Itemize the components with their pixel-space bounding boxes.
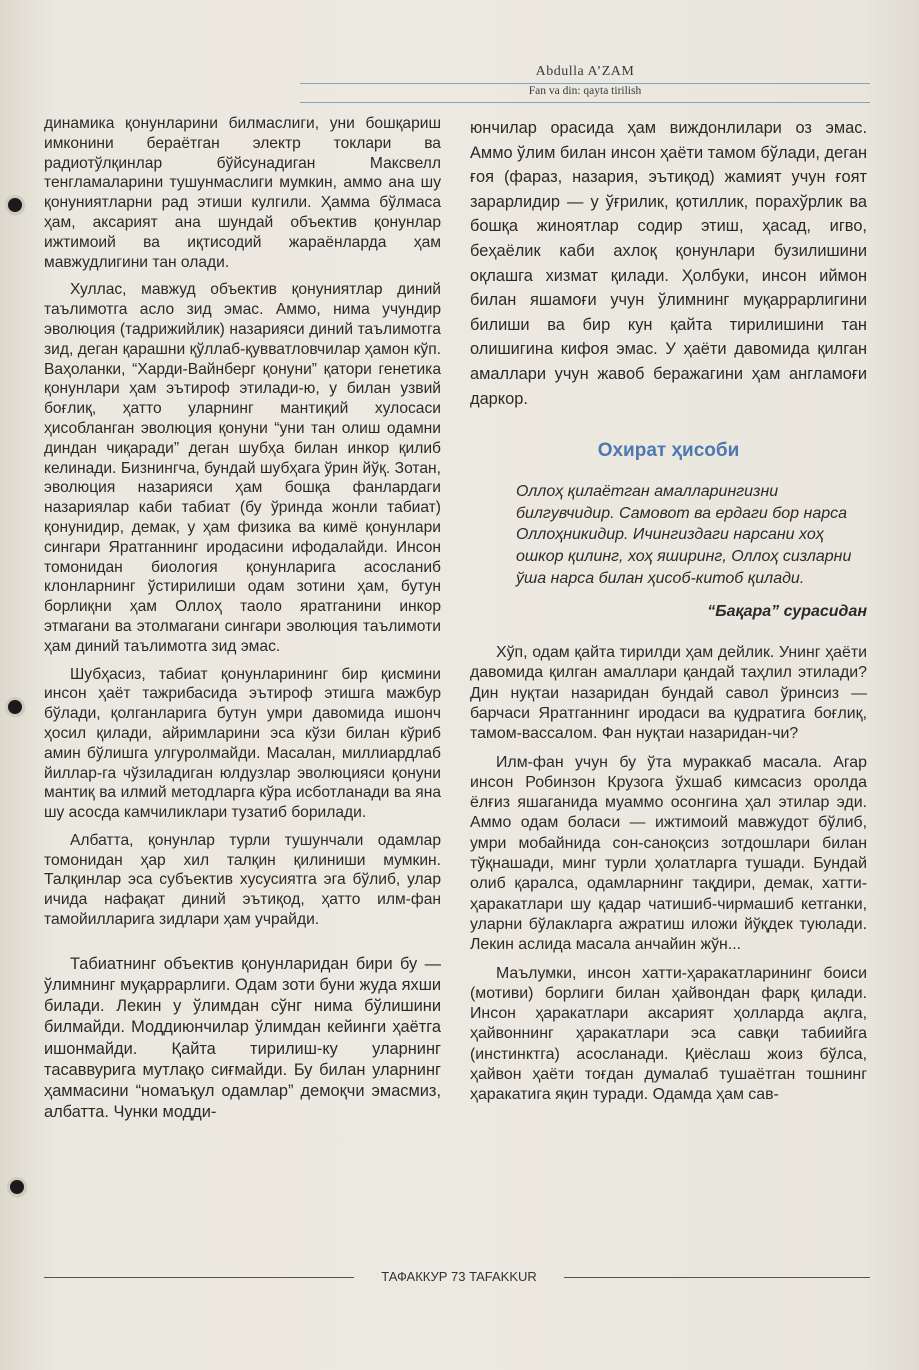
binder-hole bbox=[8, 700, 22, 714]
footer-page-label: ТАФАККУР 73 TAFAKKUR bbox=[381, 1269, 537, 1284]
paragraph: динамика қонунларини билмаслиги, уни бошқариш имконини бераётган электр токлари ва радиотўлқинлар бўйсунадиган Максвелл тенгламаларини тушунмаслиги мумкин, аммо ана шу қонуниятларни рад этиши кулгили. Ҳамма бўлмаса ҳам, аксарият ана шундай объектив қонунлар ижтимоий ва иқтисодий жараёнларда ҳам мавжудлигини тан олади. bbox=[44, 115, 441, 271]
right-column bbox=[470, 116, 867, 1114]
paragraph: Албатта, қонунлар турли тушунчали одамлар томонидан ҳар хил талқин қилиниши мумкин. Талқинлар эса субъектив хусусиятга эга бўлиб, улар ичида нафақат диний эътиқод, ҳатто илм-фан тамойилларига зидлари ҳам учрайди. bbox=[44, 831, 441, 929]
footer-rule-left bbox=[44, 1277, 354, 1278]
header-divider bbox=[300, 83, 870, 84]
paragraph: Хўп, одам қайта тирилди ҳам дейлик. Унинг ҳаёти давомида қилган амаллари қандай таҳлил этилади? Дин нуқтаи назаридан бундай савол ўринсиз — барчаси Яратганнинг иродаси ва қудратига боғлиқ, тамом-вассалом. Фан нуқтаи назаридан-чи? bbox=[470, 644, 867, 743]
running-header bbox=[300, 58, 870, 103]
paragraph: Маълумки, инсон хатти-ҳаракатларининг боиси (мотиви) борлиги билан ҳайвондан фарқ қилади. Инсон ҳаракатлари аксарият ҳолларда ақлга, ҳайвоннинг ҳаракатлари эса савқи табиийга (инстинктга) асосланади. Қиёслаш жоиз бўлса, ҳайвон ҳаёти тоғдан думалаб тушаётган тошнинг ҳаракатига яқин туради. Одамда ҳам сав- bbox=[470, 964, 867, 1104]
header-subtitle: Fan va din: qayta tirilish bbox=[528, 85, 642, 97]
section-title: Охират ҳисоби bbox=[597, 440, 740, 462]
page-footer bbox=[44, 1268, 870, 1286]
paragraph: Хуллас, мавжуд объектив қонуниятлар диний таълимотга асло зид эмас. Аммо, нима учундир эволюция (тадрижийлик) назарияси диний таълимотга зид, деган қарашни қўллаб-қувватловчилар ҳамон кўп. Ваҳоланки, “Харди-Вайнберг қонуни” қатори генетика қонунлари ҳам эътироф этилади-ю, у билан узвий боғлиқ, ҳатто уларнинг мантиқий хулосаси ҳисобланган эволюция қонуни “уни тан олиш одамни диндан чиқаради” деган шубҳа билан инкор қилиб келинади. Бизнингча, бундай шубҳага ўрин йўқ. Зотан, эволюция назарияси ҳам бошқа фанлардаги назариялар каби табиат (бу ўринда жонли табиат) қонунидир, демак, у ҳам физика ва кимё қонунлари сингари Яратганнинг иродасини ифодалайди. Инсон томонидан биология қонунларига асосланиб клонларнинг ўстирилиши одам зотини ҳам, бутун борлиқни ҳам Оллоҳ таоло яратганини инкор этмагани ва этолмагани сингари эволюция таълимоти ҳам диний таълимотга зид эмас. bbox=[44, 281, 441, 655]
quote-source: “Бақара” сурасидан bbox=[707, 603, 867, 621]
paragraph: Илм-фан учун бу ўта мураккаб масала. Агар инсон Робинзон Крузога ўхшаб кимсасиз оролда ёлғиз яшаганида муаммо осонгина ҳал этилар эди. Аммо одам боласи — ижтимоий мавжудот бўлиб, умри мобайнида сон-саноқсиз зотдошлари билан тўқнашади, минг турли ҳолатларга тушади. Бундай олиб қаралса, одамларнинг тақдири, демак, хатти-ҳаракатлари шу қадар чатишиб-чирмашиб кетганки, уларни бўлакларга ажратиш иложи йўқдек туюлади. Лекин аслида масала анчайин жўн... bbox=[470, 753, 867, 954]
paragraph: Табиатнинг объектив қонунларидан бири бу — ўлимнинг муқаррарлиги. Одам зоти буни жуда яхши билади. Лекин у ўлимдан сўнг нима бўлишини билмайди. Моддиюнчилар ўлимдан кейинги ҳаётга ишонмайди. Қайта тирилиш-ку уларнинг тасаввурига мутлақо сиғмайди. Бу билан уларнинг ҳаммасини “номаъқул одамлар” демоқчи эмасмиз, албатта. Чунки модди- bbox=[44, 954, 441, 1122]
epigraph-quote: Оллоҳ қилаётган амалларингизни билгувчидир. Самовот ва ердаги бор нарса Оллоҳникидир. Ичингиздаги нарсани хоҳ ошкор қилинг, хоҳ яширинг, Оллоҳ сизларни ўша нарса билан ҳисоб-китоб қилади. bbox=[516, 483, 852, 587]
binder-hole bbox=[10, 1180, 24, 1194]
binder-hole bbox=[8, 198, 22, 212]
paragraph: Шубҳасиз, табиат қонунларининг бир қисмини инсон ҳаёт тажрибасида эътироф этишга мажбур бўлади, қолганларига бутун умри давомида ишонч ҳосил қилади, айримларини эса кўзи билан кўриб амин бўлишга улгуролмайди. Масалан, миллиардлаб йиллар-га чўзиладиган юлдузлар эволюцияси қонуни мантиқ ва илмий методларга кўра исботланади ва яна шу асосда камчиликлари тузатиб борилади. bbox=[44, 665, 441, 822]
left-column bbox=[44, 114, 441, 1132]
footer-rule-right bbox=[564, 1277, 870, 1278]
header-author: Abdulla A’ZAM bbox=[535, 64, 635, 79]
paragraph: юнчилар орасида ҳам виждонлилари оз эмас. Аммо ўлим билан инсон ҳаёти тамом бўлади, деган ғоя (фараз, назария, эътиқод) жамият учун ғоят зарарлидир — у ўғрилик, қотиллик, порахўрлик ва бошқа жиноятлар содир этиш, ҳасад, игво, беҳаёлик каби ахлоқ қонунлари бузилишини оқлашга хизмат қилади. Ҳолбуки, инсон иймон билан яшамоғи учун ўлимнинг муқаррарлигини билиши ва бир кун қайта тирилишини тан олишигина кифоя эмас. У ҳаёти давомида қилган амаллари учун жавоб беражагини ҳам англамоғи даркор. bbox=[470, 119, 867, 408]
